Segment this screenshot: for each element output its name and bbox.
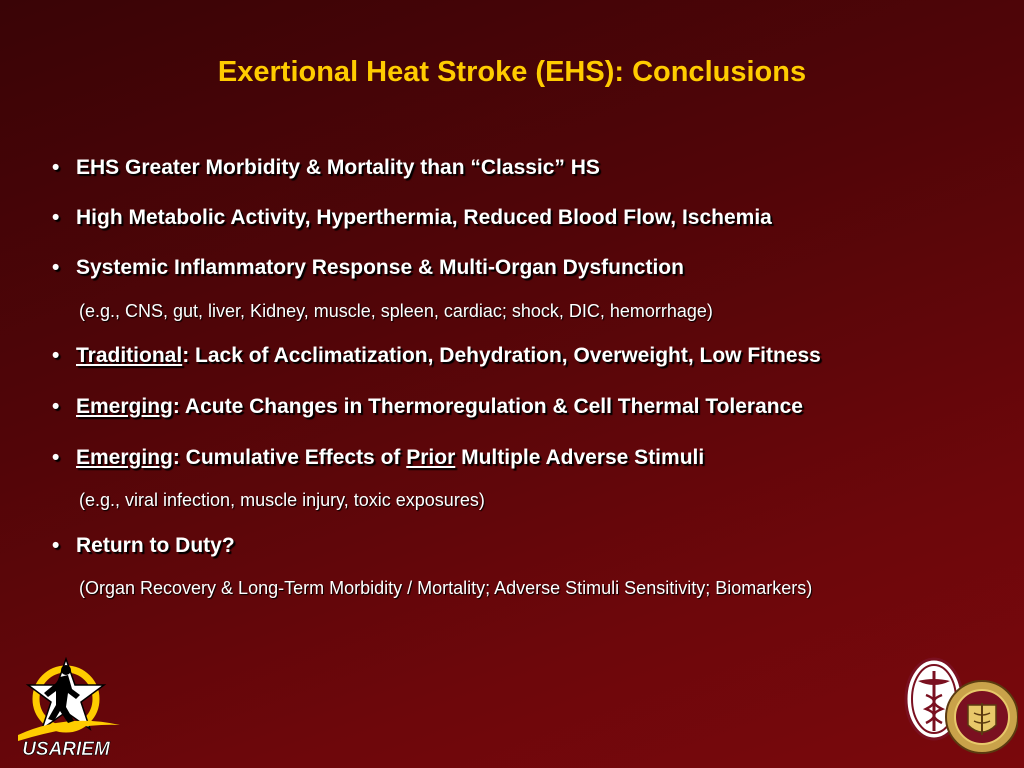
bullet-lead: Emerging	[76, 395, 173, 418]
usariem-star-logo-icon	[18, 659, 120, 741]
slide-title: Exertional Heat Stroke (EHS): Conclusions	[217, 56, 807, 88]
bullet-text: : Acute Changes in Thermoregulation & Cell Thermal Tolerance	[172, 395, 803, 418]
bullet-item	[52, 344, 821, 368]
bullet-text: Return to Duty?	[76, 534, 235, 557]
bullet-subtext: (e.g., viral infection, muscle injury, toxic exposures)	[79, 490, 485, 510]
bullet-text: : Cumulative Effects of	[172, 446, 407, 469]
bullet-item	[52, 534, 235, 558]
bullet-text: Systemic Inflammatory Response & Multi-Organ Dysfunction	[76, 256, 684, 279]
usariem-logo	[8, 655, 124, 761]
bullet-dot: •	[52, 344, 60, 367]
bullet-text: EHS Greater Morbidity & Mortality than “Classic” HS	[76, 156, 600, 179]
bullet-item	[52, 206, 772, 230]
bullet-dot: •	[52, 256, 60, 279]
bullet-item	[52, 446, 704, 470]
bullet-item	[52, 156, 600, 180]
bullet-text: Multiple Adverse Stimuli	[455, 446, 705, 469]
bullet-dot: •	[52, 156, 60, 179]
bullet-emphasis: Prior	[406, 446, 456, 469]
bullet-dot: •	[52, 395, 60, 418]
army-medical-crests	[900, 655, 1018, 763]
bullet-subtext: (e.g., CNS, gut, liver, Kidney, muscle, spleen, cardiac; shock, DIC, hemorrhage)	[79, 301, 713, 321]
bullet-subtext: (Organ Recovery & Long-Term Morbidity / Mortality; Adverse Stimuli Sensitivity; Biomarkers)	[79, 578, 813, 598]
bullet-text: : Lack of Acclimatization, Dehydration, Overweight, Low Fitness	[182, 344, 821, 367]
bullet-item	[52, 395, 803, 419]
bullet-dot: •	[52, 206, 60, 229]
bullet-lead: Traditional	[76, 344, 183, 367]
usariem-logo-text: USARIEM	[22, 739, 110, 760]
bullet-lead: Emerging	[76, 446, 173, 469]
bullet-dot: •	[52, 534, 60, 557]
bullet-text: High Metabolic Activity, Hyperthermia, Reduced Blood Flow, Ischemia	[76, 206, 772, 229]
bullet-dot: •	[52, 446, 60, 469]
bullet-item	[52, 256, 684, 280]
medical-command-shield-icon	[946, 681, 1018, 753]
